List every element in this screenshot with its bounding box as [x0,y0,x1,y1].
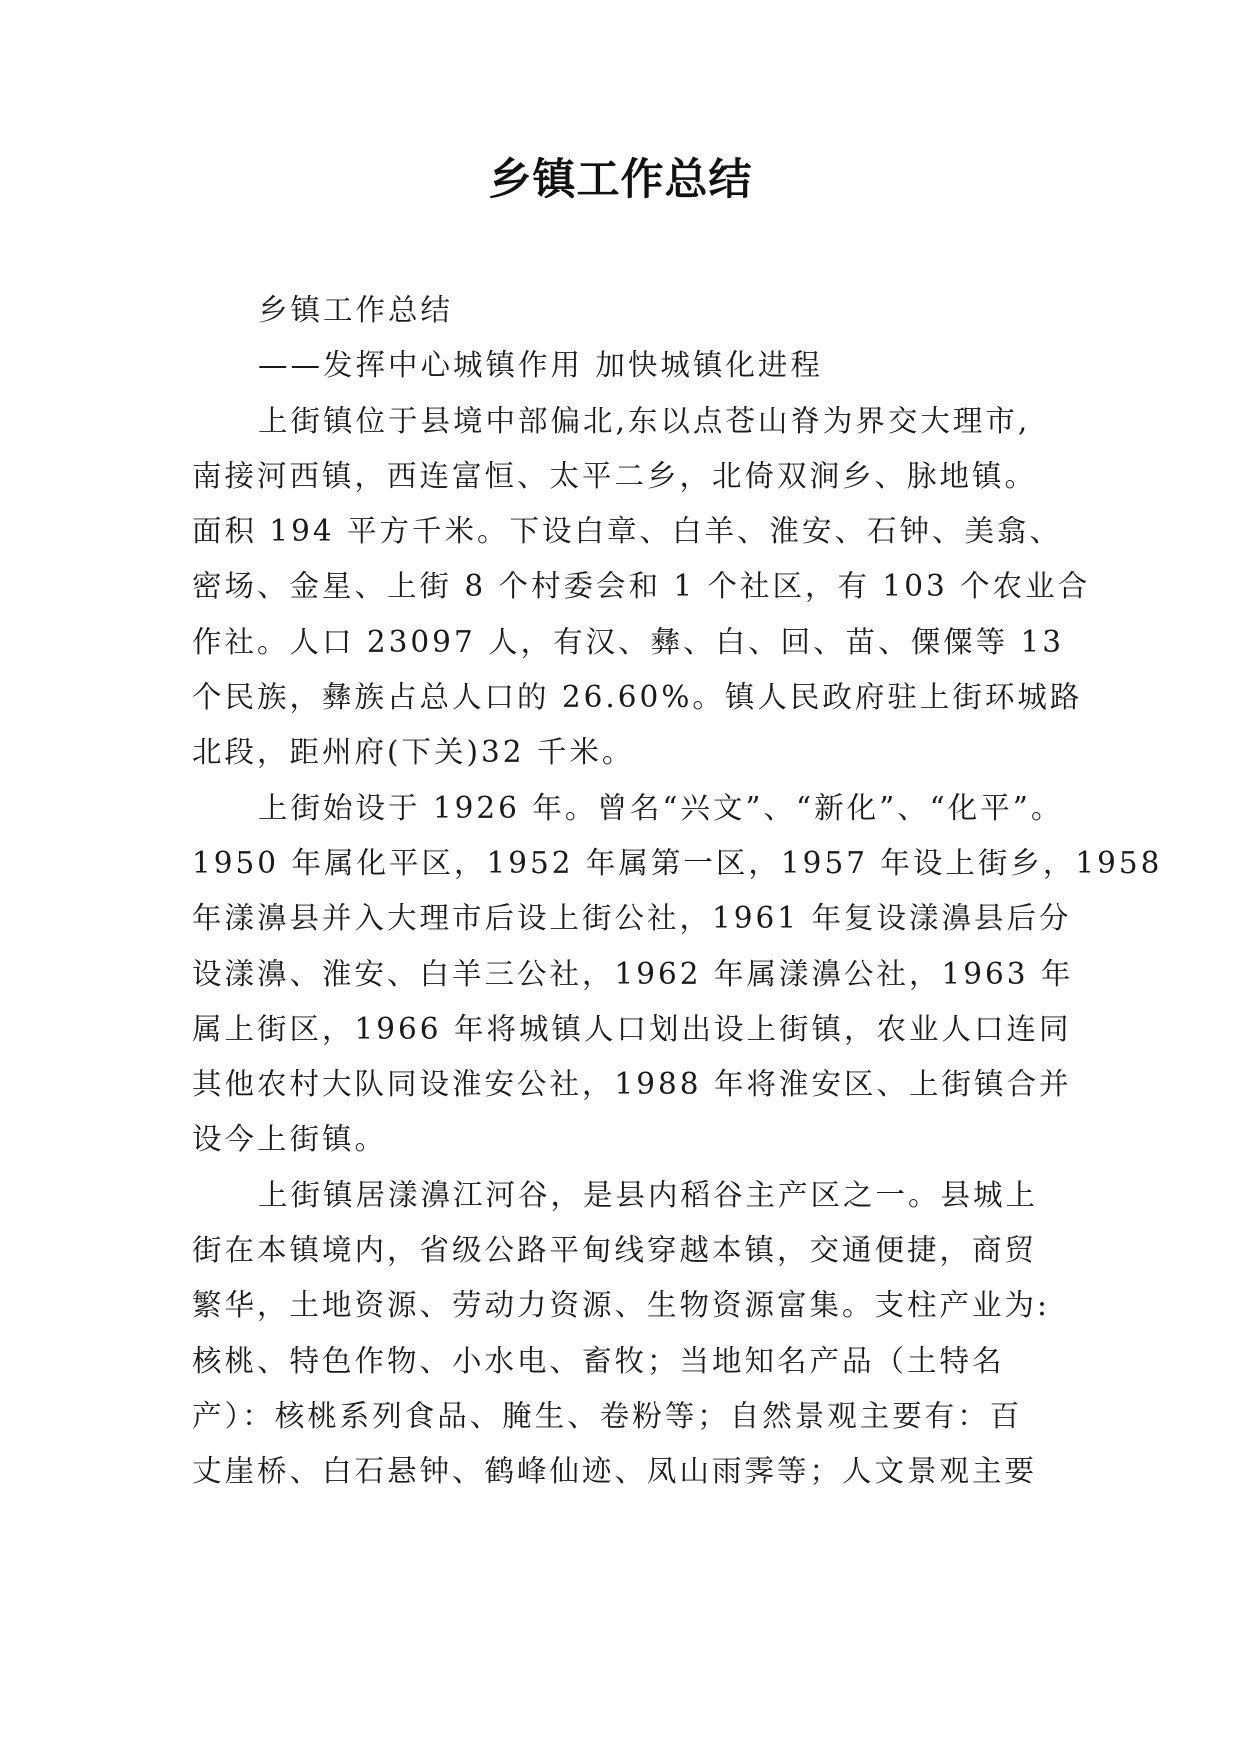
paragraph-line: 面积 194 平方千米。下设白章、白羊、淮安、石钟、美翕、 [192,514,1063,549]
paragraph-line: 产）：核桃系列食品、腌生、卷粉等；自然景观主要有：百 [192,1398,1023,1433]
paragraph-line: 上街镇居漾濞江河谷，是县内稻谷主产区之一。县城上 [258,1177,1039,1212]
paragraph-line: 设漾濞、淮安、白羊三公社，1962 年属漾濞公社，1963 年 [192,956,1074,991]
paragraph-line: 设今上街镇。 [192,1122,388,1157]
paragraph-line: 南接河西镇，西连富恒、太平二乡，北倚双涧乡、脉地镇。 [192,458,1038,493]
paragraph-line: 核桃、特色作物、小水电、畜牧；当地知名产品（土特名 [192,1343,1005,1378]
document-body [192,283,1163,1500]
subtitle-line: 乡镇工作总结 [258,293,454,327]
paragraph-line: 繁华，土地资源、劳动力资源、生物资源富集。支柱产业为: [192,1288,1050,1323]
paragraph-line: 其他农村大队同设淮安公社，1988 年将淮安区、上街镇合并 [192,1067,1072,1102]
paragraph-line: 丈崖桥、白石悬钟、鹤峰仙迹、凤山雨霁等；人文景观主要 [192,1454,1038,1489]
paragraph-line: 年漾濞县并入大理市后设上街公社，1961 年复设漾濞县后分 [192,901,1072,936]
paragraph-line: 1950 年属化平区，1952 年属第一区，1957 年设上街乡，1958 [192,845,1163,880]
paragraph-line: 上街始设于 1926 年。曾名“兴文”、“新化”、“化平”。 [258,790,1064,825]
paragraph-line: 密场、金星、上街 8 个村委会和 1 个社区，有 103 个农业合 [192,569,1091,604]
paragraph-line: 个民族，彝族占总人口的 26.60%。镇人民政府驻上街环城路 [192,680,1083,715]
paragraph-line: 街在本镇境内，省级公路平甸线穿越本镇，交通便捷，商贸 [192,1233,1038,1268]
paragraph-line: 属上街区，1966 年将城镇人口划出设上街镇，农业人口连同 [192,1011,1072,1046]
paragraph-line: 上街镇位于县境中部偏北,东以点苍山脊为界交大理市, [258,403,1031,438]
tagline-line: ——发挥中心城镇作用 加快城镇化进程 [258,348,823,383]
paragraph-line: 作社。人口 23097 人，有汉、彝、白、回、苗、傈僳等 13 [192,624,1065,659]
document-title: 乡镇工作总结 [488,155,753,205]
paragraph-line: 北段，距州府(下关)32 千米。 [192,735,635,770]
